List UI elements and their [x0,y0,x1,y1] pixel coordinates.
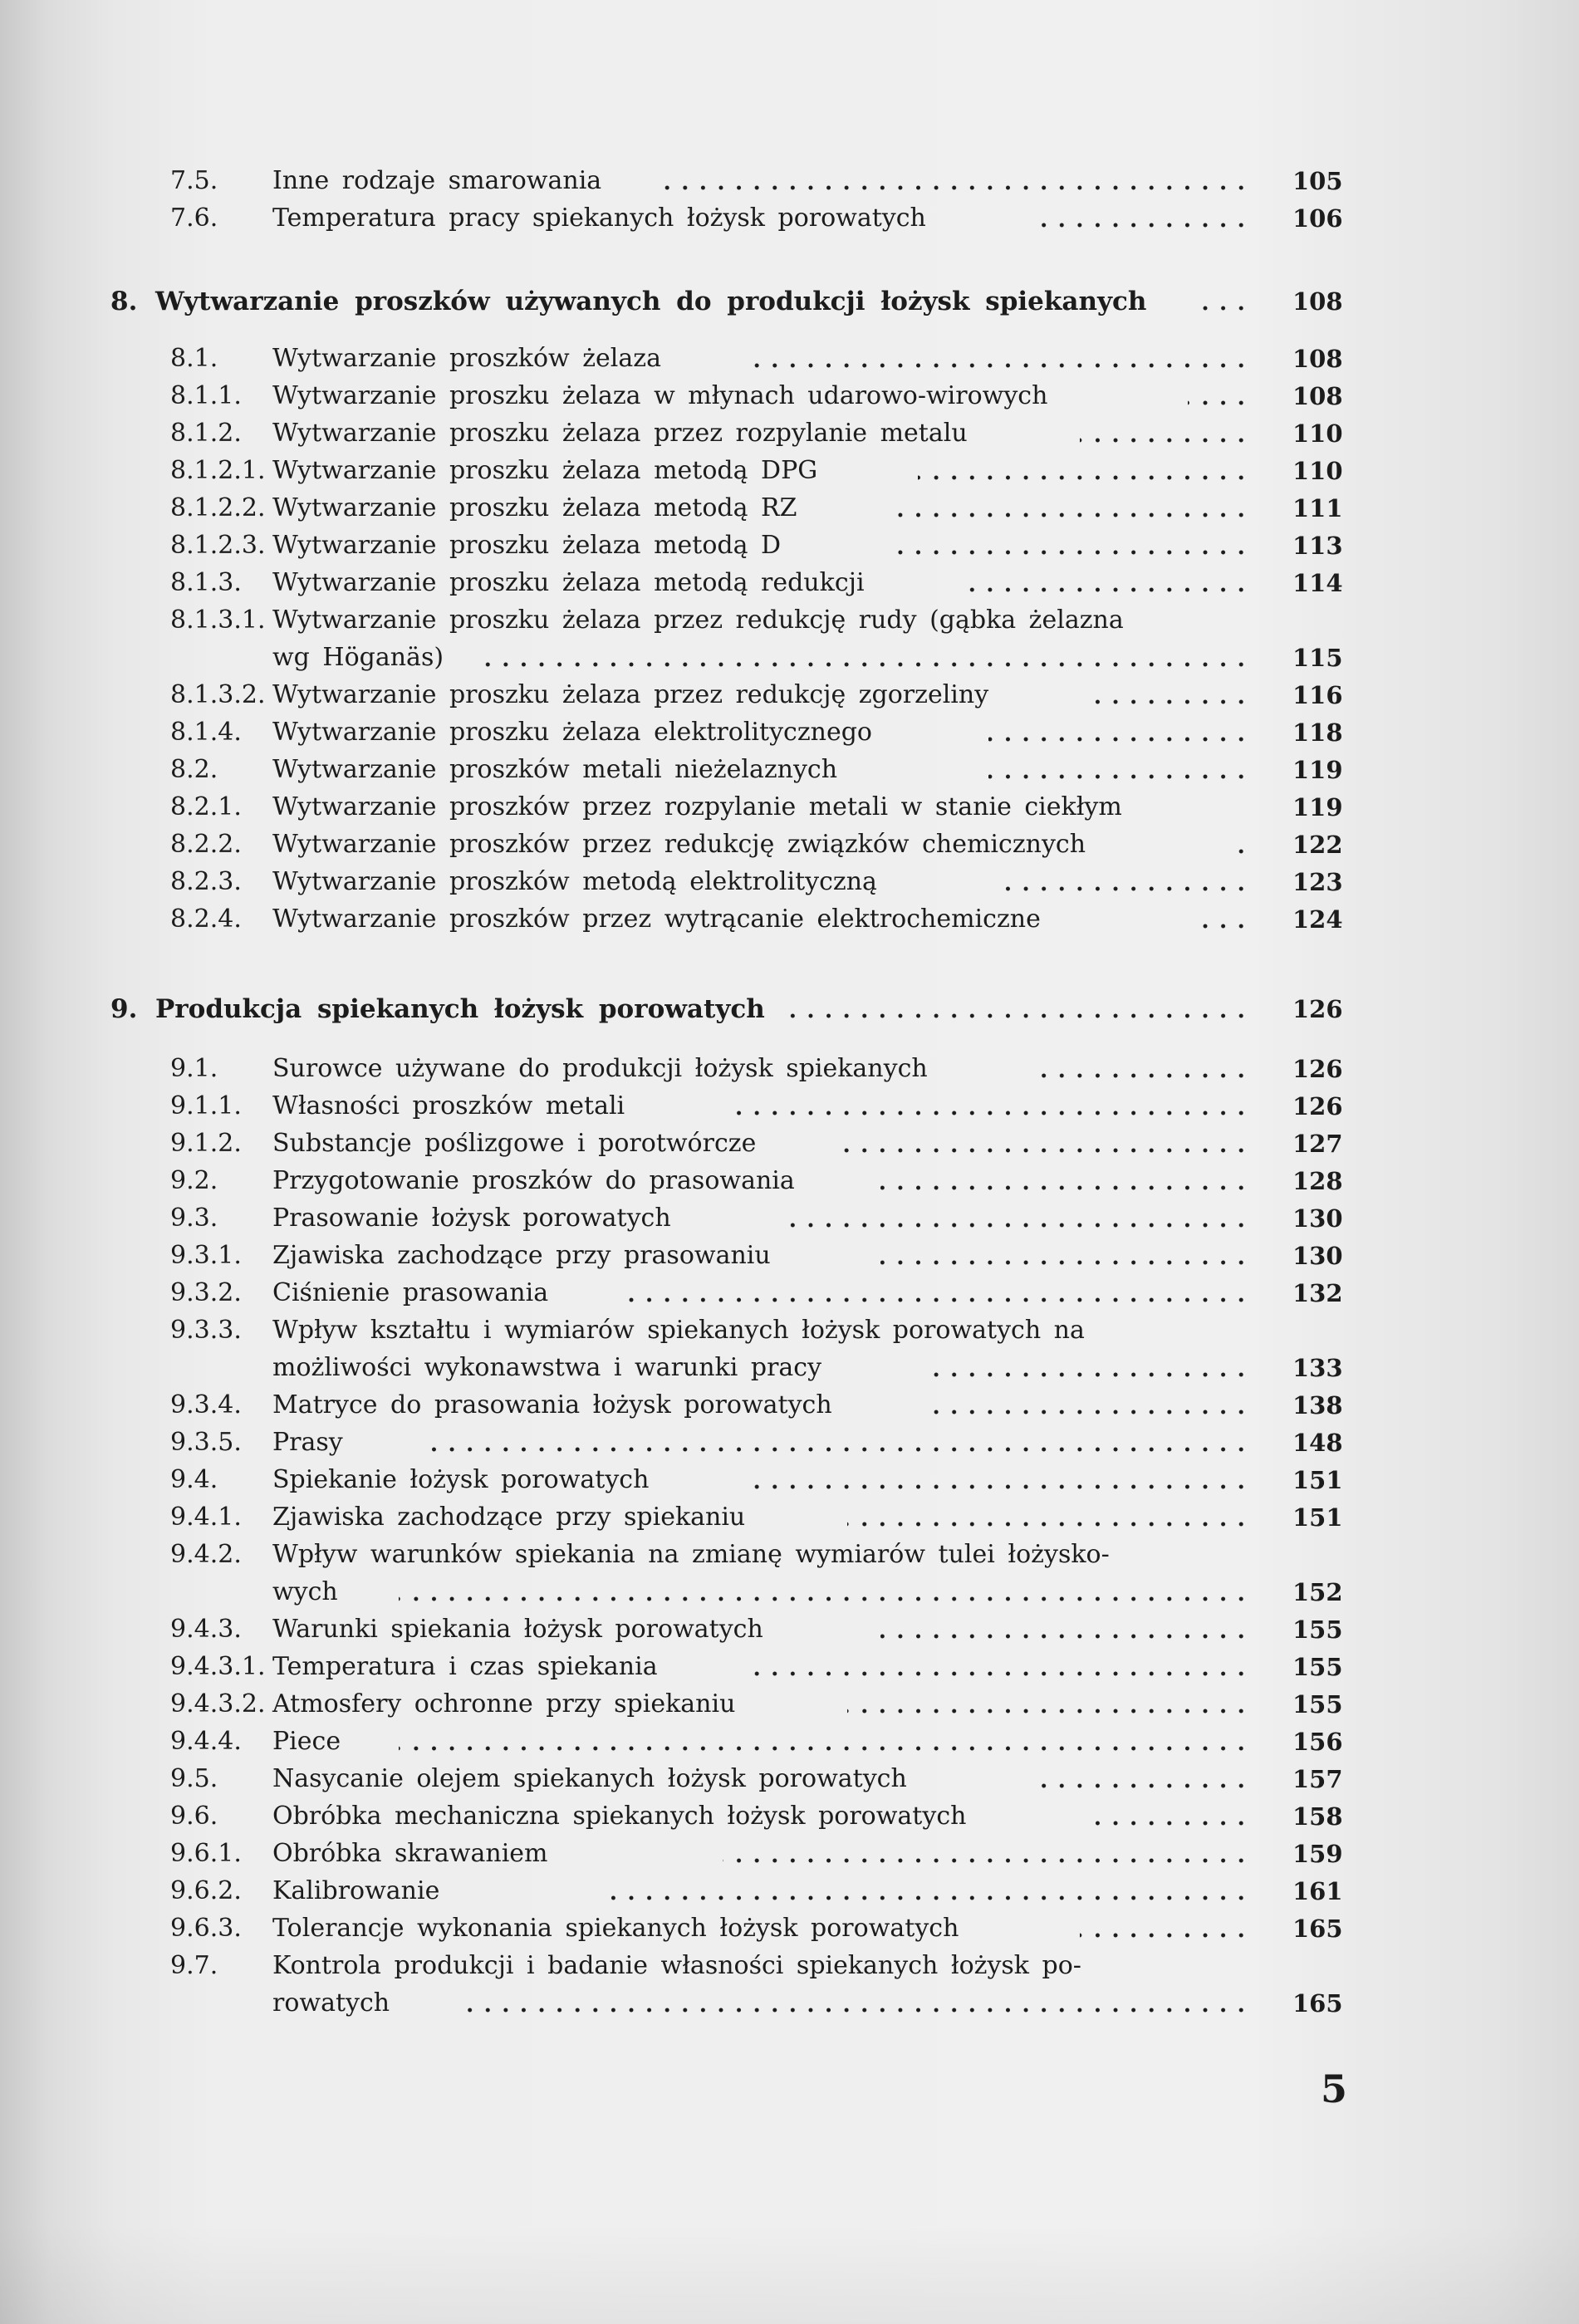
section-title: Warunki spiekania łożysk porowatych [272,1615,763,1644]
section-number: 9.3.2. [170,1278,242,1307]
section-number: 9.4.4. [170,1727,242,1756]
toc-entry [0,1611,1579,1648]
dot-leader [880,1238,1250,1274]
section-number: 7.6. [170,203,218,233]
section-number: 8.2. [170,755,218,784]
dot-leader [748,1462,1250,1498]
section-number: 9. [110,994,138,1024]
dot-leader [885,527,1250,564]
section-title: Wytwarzanie proszku żelaza metodą D [272,531,782,560]
page-reference: 114 [1292,569,1343,597]
section-title: Atmosfery ochronne przy spiekaniu [272,1689,736,1718]
toc-chapter-heading [0,283,1579,320]
section-number: 9.1.2. [170,1129,242,1158]
section-title: Obróbka mechaniczna spiekanych łożysk porowatych [272,1802,967,1831]
section-number: 8.1.2.3. [170,531,266,560]
dot-leader [988,714,1250,751]
section-title: Prasowanie łożysk porowatych [272,1204,671,1233]
section-title: Wytwarzanie proszku żelaza przez redukcję rudy (gąbka żelazna [272,606,1124,635]
section-number: 9.3.1. [170,1241,242,1270]
page-reference: 128 [1292,1167,1343,1195]
toc-entry [0,677,1579,713]
section-title: Wytwarzanie proszku żelaza metodą RZ [272,493,797,522]
toc-entry [0,200,1579,237]
page-reference: 126 [1292,995,1343,1023]
section-number: 9.6.1. [170,1839,242,1868]
section-number: 9.6.2. [170,1876,242,1905]
toc-entry [0,1424,1579,1461]
section-title: Własności proszków metali [272,1091,625,1120]
section-number: 8.1. [170,344,218,373]
section-title: Produkcja spiekanych łożysk porowatych [155,994,765,1024]
section-title: Wytwarzanie proszków przez wytrącanie elektrochemiczne [272,905,1041,934]
section-number: 8.1.2.2. [170,493,266,522]
section-title: rowatych [272,1988,390,2018]
toc-entry [0,163,1579,199]
dot-leader [399,1723,1250,1760]
section-title: Wytwarzanie proszków metali nieżelaznych [272,755,838,784]
page-reference: 152 [1292,1578,1343,1606]
section-title: Wytwarzanie proszku żelaza metodą redukcji [272,568,865,597]
page-reference: 116 [1292,681,1343,709]
dot-leader [748,341,1250,377]
page-reference: 165 [1292,1915,1343,1943]
section-number: 9.4.1. [170,1503,242,1532]
section-title: Wytwarzanie proszku żelaza przez rozpylanie metalu [272,419,968,448]
section-title: Zjawiska zachodzące przy spiekaniu [272,1503,746,1532]
page-reference: 161 [1292,1877,1343,1905]
page-reference: 122 [1292,831,1343,859]
dot-leader [1229,826,1250,863]
dot-leader [1088,677,1250,713]
section-title: Prasy [272,1428,343,1457]
dot-leader [781,1200,1250,1237]
toc-entry [0,752,1579,788]
section-title: możliwości wykonawstwa i warunki pracy [272,1353,822,1382]
section-number: 9.3. [170,1204,218,1233]
toc-entry [0,1910,1579,1947]
section-title: Wpływ kształtu i wymiarów spiekanych łożysk porowatych na [272,1316,1085,1345]
toc-entry [0,1873,1579,1910]
toc-entry [0,1985,1579,2022]
section-title: Surowce używane do produkcji łożysk spiekanych [272,1054,928,1083]
dot-leader [885,490,1250,527]
section-title: Przygotowanie proszków do prasowania [272,1166,795,1195]
page-reference: 130 [1292,1204,1343,1233]
page-reference: 110 [1292,419,1343,448]
section-number: 9.1.1. [170,1091,242,1120]
page-reference: 126 [1292,1092,1343,1120]
section-title: Spiekanie łożysk porowatych [272,1465,650,1494]
toc-entry [0,527,1579,564]
section-number: 9.4.3.2. [170,1689,266,1718]
section-number: 9.3.3. [170,1316,242,1345]
toc-entry [0,378,1579,414]
toc-entry [0,1499,1579,1536]
section-title: Wytwarzanie proszków przez redukcję związków chemicznych [272,830,1086,859]
toc-entry [0,490,1579,527]
section-number: 9.3.4. [170,1390,242,1419]
page-reference: 151 [1292,1503,1343,1532]
section-title: Matryce do prasowania łożysk porowatych [272,1390,832,1419]
dot-leader [598,1873,1250,1910]
dot-leader [930,1387,1250,1424]
toc-entry [0,602,1579,639]
page-reference: 157 [1292,1765,1343,1793]
toc-entry [0,1125,1579,1162]
page-number: 5 [1321,2067,1348,2111]
section-number: 8.2.2. [170,830,242,859]
page-reference: 108 [1292,382,1343,410]
section-number: 9.4.2. [170,1540,242,1569]
section-title: wych [272,1577,338,1606]
page-reference: 115 [1292,644,1343,672]
toc-entry [0,1723,1579,1760]
dot-leader [968,565,1250,601]
page-reference: 123 [1292,868,1343,896]
section-number: 8.1.1. [170,381,242,410]
section-title: Temperatura pracy spiekanych łożysk porowatych [272,203,926,233]
toc-entry [0,1798,1579,1835]
toc-entry [0,1836,1579,1872]
page-reference: 110 [1292,457,1343,485]
toc-entry [0,714,1579,751]
section-title: Piece [272,1727,341,1756]
dot-leader [988,752,1250,788]
page-reference: 133 [1292,1354,1343,1382]
page-reference: 119 [1292,756,1343,784]
page-reference: 158 [1292,1802,1343,1831]
dot-leader [1038,1761,1250,1797]
dot-leader [658,163,1250,199]
page-reference: 126 [1292,1055,1343,1083]
section-title: Wytwarzanie proszku żelaza elektrolitycznego [272,718,872,747]
page-reference: 155 [1292,1653,1343,1681]
page-reference: 155 [1292,1616,1343,1644]
toc-entry [0,1948,1579,1984]
dot-leader [839,1125,1250,1162]
dot-leader [731,1088,1250,1125]
dot-leader [623,1275,1250,1312]
page-reference: 111 [1292,494,1343,522]
dot-leader [1080,1910,1250,1947]
toc-entry [0,1312,1579,1349]
page-reference: 106 [1292,204,1343,233]
section-title: Wytwarzanie proszku żelaza w młynach udarowo-wirowych [272,381,1048,410]
section-title: Kalibrowanie [272,1876,440,1905]
section-number: 8.1.2. [170,419,242,448]
dot-leader [399,1574,1250,1611]
dot-leader [1196,901,1250,938]
dot-leader [1088,1798,1250,1835]
section-number: 9.1. [170,1054,218,1083]
page-reference: 119 [1292,793,1343,821]
dot-leader [465,1985,1250,2022]
page-reference: 108 [1292,287,1343,316]
section-title: Wytwarzanie proszków używanych do produkcji łożysk spiekanych [155,287,1147,316]
section-number: 8.1.3.1. [170,606,266,635]
page-reference: 151 [1292,1466,1343,1494]
toc-entry [0,1574,1579,1611]
toc-entry [0,453,1579,489]
section-number: 9.4.3. [170,1615,242,1644]
dot-leader [847,1686,1250,1723]
section-number: 8.1.3. [170,568,242,597]
section-number: 9.7. [170,1951,218,1980]
section-title: Wytwarzanie proszków żelaza [272,344,661,373]
page-reference: 155 [1292,1690,1343,1718]
section-number: 8.1.3.2. [170,680,266,709]
toc-entry [0,901,1579,938]
section-number: 8.2.3. [170,867,242,896]
toc-entry [0,1462,1579,1498]
section-title: Inne rodzaje smarowania [272,166,602,195]
toc-entry [0,1275,1579,1312]
section-number: 8.1.2.1. [170,456,266,485]
section-title: Wytwarzanie proszków metodą elektrolityczną [272,867,877,896]
page-reference: 156 [1292,1728,1343,1756]
toc-entry [0,1686,1579,1723]
toc-entry [0,565,1579,601]
toc-entry [0,1387,1579,1424]
page-reference: 130 [1292,1242,1343,1270]
page-reference: 113 [1292,532,1343,560]
toc-entry [0,789,1579,826]
dot-leader [1196,283,1250,320]
section-number: 9.6.3. [170,1914,242,1943]
section-number: 9.5. [170,1764,218,1793]
section-title: Temperatura i czas spiekania [272,1652,658,1681]
toc-entry [0,1649,1579,1685]
toc-entry [0,1051,1579,1087]
section-number: 9.2. [170,1166,218,1195]
dot-leader [880,1163,1250,1199]
section-title: Wpływ warunków spiekania na zmianę wymiarów tulei łożysko- [272,1540,1110,1569]
dot-leader [748,1649,1250,1685]
toc-entry [0,1238,1579,1274]
toc-entry [0,826,1579,863]
section-title: Kontrola produkcji i badanie własności spiekanych łożysk po- [272,1951,1081,1980]
section-title: Wytwarzanie proszku żelaza przez redukcję zgorzeliny [272,680,989,709]
dot-leader [918,453,1250,489]
dot-leader [1188,378,1250,414]
toc-entry [0,1088,1579,1125]
page-reference: 159 [1292,1840,1343,1868]
toc-entry [0,1761,1579,1797]
toc-entry [0,1200,1579,1237]
page-reference: 138 [1292,1391,1343,1419]
toc-entry [0,1350,1579,1386]
page-reference: 105 [1292,167,1343,195]
toc-entry [0,1537,1579,1573]
toc-entry [0,1163,1579,1199]
page-reference: 148 [1292,1429,1343,1457]
toc-entry [0,864,1579,900]
section-number: 7.5. [170,166,218,195]
dot-leader [880,1611,1250,1648]
page-reference: 108 [1292,345,1343,373]
dot-leader [1080,415,1250,452]
section-number: 9.4.3.1. [170,1652,266,1681]
section-number: 8.2.1. [170,792,242,821]
section-title: Obróbka skrawaniem [272,1839,548,1868]
section-title: Substancje poślizgowe i porotwórcze [272,1129,757,1158]
toc-entry [0,415,1579,452]
dot-leader [1038,200,1250,237]
section-title: Wytwarzanie proszku żelaza metodą DPG [272,456,818,485]
dot-leader [432,1424,1250,1461]
page-reference: 165 [1292,1989,1343,2018]
section-title: Zjawiska zachodzące przy prasowaniu [272,1241,771,1270]
section-title: Ciśnienie prasowania [272,1278,549,1307]
dot-leader [930,1350,1250,1386]
section-title: Nasycanie olejem spiekanych łożysk porowatych [272,1764,907,1793]
page-reference: 124 [1292,905,1343,934]
page-reference: 127 [1292,1130,1343,1158]
page-reference: 118 [1292,718,1343,747]
section-title: Tolerancje wykonania spiekanych łożysk porowatych [272,1914,959,1943]
dot-leader [1038,1051,1250,1087]
dot-leader [723,1836,1250,1872]
section-title: Wytwarzanie proszków przez rozpylanie metali w stanie ciekłym [272,792,1122,821]
dot-leader [847,1499,1250,1536]
section-number: 8.2.4. [170,905,242,934]
page-reference: 132 [1292,1279,1343,1307]
toc-entry [0,341,1579,377]
dot-leader [789,991,1250,1027]
toc-entry [0,640,1579,676]
section-title: wg Höganäs) [272,643,444,672]
section-number: 8. [110,287,138,316]
dot-leader [473,640,1250,676]
dot-leader [997,864,1250,900]
section-number: 8.1.4. [170,718,242,747]
section-number: 9.3.5. [170,1428,242,1457]
section-number: 9.6. [170,1802,218,1831]
section-number: 9.4. [170,1465,218,1494]
toc-chapter-heading [0,991,1579,1027]
